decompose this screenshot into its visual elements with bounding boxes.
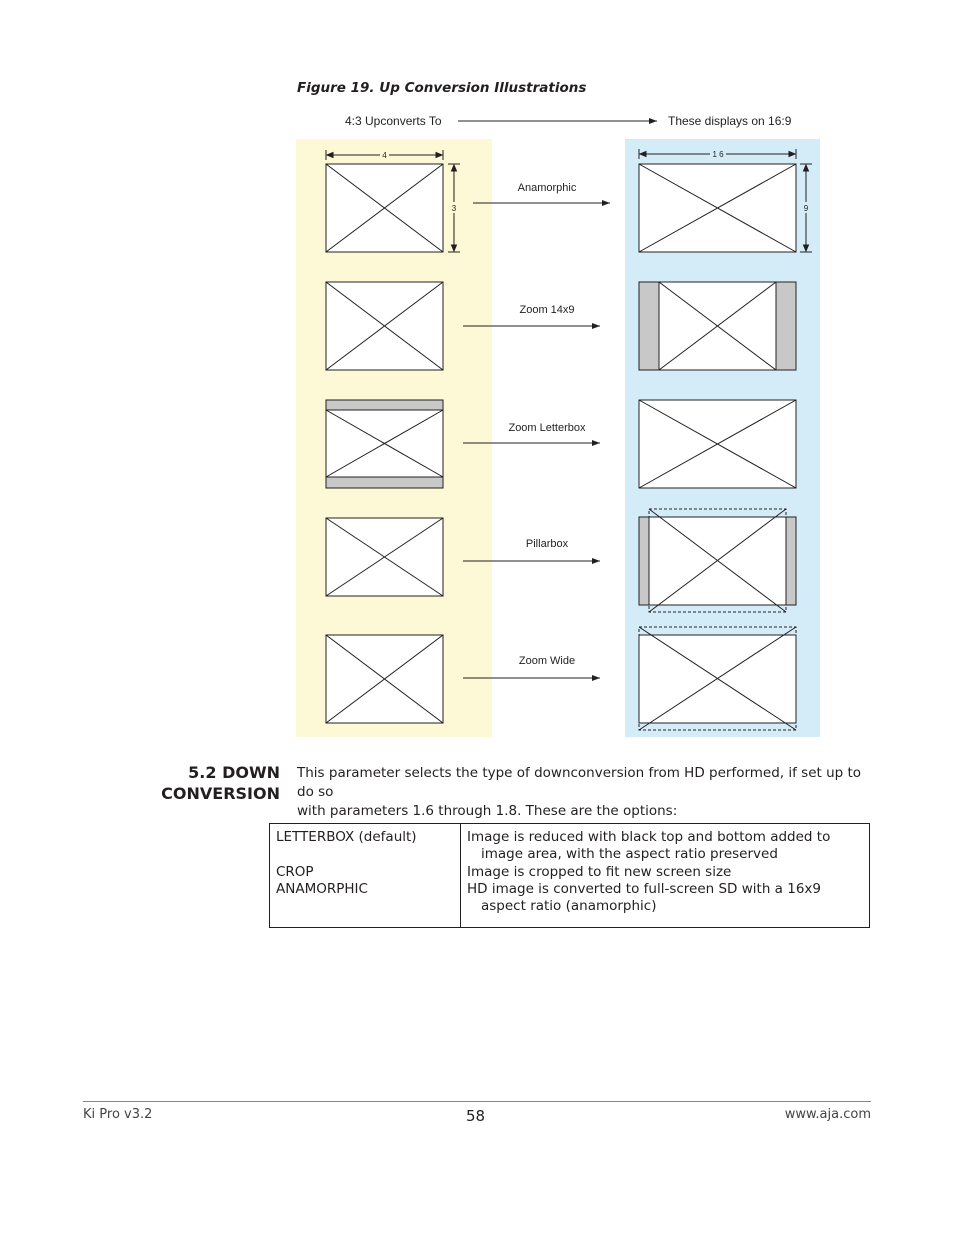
mode-label-anamorphic: Anamorphic [517, 182, 577, 194]
section-title-line-2: CONVERSION [161, 784, 280, 803]
target-label: These displays on 16:9 [668, 114, 792, 128]
anamorphic-row [326, 164, 796, 252]
pillar-bar-left [639, 517, 649, 605]
zoom-14x9-source-frame [326, 282, 443, 370]
pillarbox-source-frame [326, 518, 443, 596]
source-height-label: 3 [451, 204, 457, 213]
table-row [270, 824, 870, 928]
section-title [150, 762, 280, 804]
intro-line-1: This parameter selects the type of downconversion from HD performed, if set up to do so [297, 765, 862, 800]
option-desc-crop: Image is cropped to fit new screen size [467, 863, 732, 880]
letterbox-bar-bottom [326, 477, 443, 488]
footer-divider [83, 1101, 871, 1102]
footer-website-link[interactable]: www.aja.com [784, 1107, 871, 1122]
zoom-letterbox-source-frame [326, 400, 443, 488]
mode-label-zoom-wide: Zoom Wide [518, 655, 576, 667]
pillar-bar-left [639, 282, 659, 370]
zoom-wide-source-frame [326, 635, 443, 723]
option-name-anamorphic: ANAMORPHIC [276, 880, 368, 897]
zoom-wide-row [326, 627, 796, 730]
mode-label-zoom-letterbox: Zoom Letterbox [508, 422, 586, 434]
mode-label-zoom-14x9: Zoom 14x9 [519, 304, 575, 316]
zoom-wide-target-frame [639, 627, 796, 730]
section-intro [297, 764, 877, 821]
option-desc-letterbox: Image is reduced with black top and bottom added to image area, with the aspect ratio preserved [467, 829, 831, 863]
zoom-14x9-target-frame [639, 282, 796, 370]
zoom-letterbox-row [326, 400, 796, 488]
option-descriptions-cell [461, 824, 870, 928]
target-width-label: 1 6 [712, 150, 724, 159]
page-number: 58 [466, 1107, 486, 1125]
target-height-label: 9 [803, 204, 809, 213]
letterbox-bar-top [326, 400, 443, 410]
anamorphic-target-frame [639, 164, 796, 252]
pillar-bar-right [786, 517, 796, 605]
intro-line-2: with parameters 1.6 through 1.8. These are the options: [297, 803, 678, 819]
mode-label-pillarbox: Pillarbox [525, 538, 569, 550]
section-title-line-1: 5.2 DOWN [188, 763, 280, 782]
option-desc-anamorphic: HD image is converted to full-screen SD with a 16x9 aspect ratio (anamorphic) [467, 880, 821, 915]
option-names-cell [270, 824, 461, 928]
down-conversion-options-table [269, 823, 870, 928]
zoom-letterbox-target-frame [639, 400, 796, 488]
footer-product: Ki Pro v3.2 [83, 1107, 153, 1122]
option-name-crop: CROP [276, 863, 314, 880]
pillar-bar-right [776, 282, 796, 370]
source-label: 4:3 Upconverts To [345, 114, 442, 128]
zoom-14x9-row [326, 282, 796, 370]
figure-caption: Figure 19. Up Conversion Illustrations [297, 80, 587, 96]
pillarbox-target-frame [639, 509, 796, 612]
option-name-letterbox: LETTERBOX (default) [276, 829, 417, 845]
anamorphic-source-frame [326, 164, 443, 252]
source-width-label: 4 [382, 151, 387, 160]
